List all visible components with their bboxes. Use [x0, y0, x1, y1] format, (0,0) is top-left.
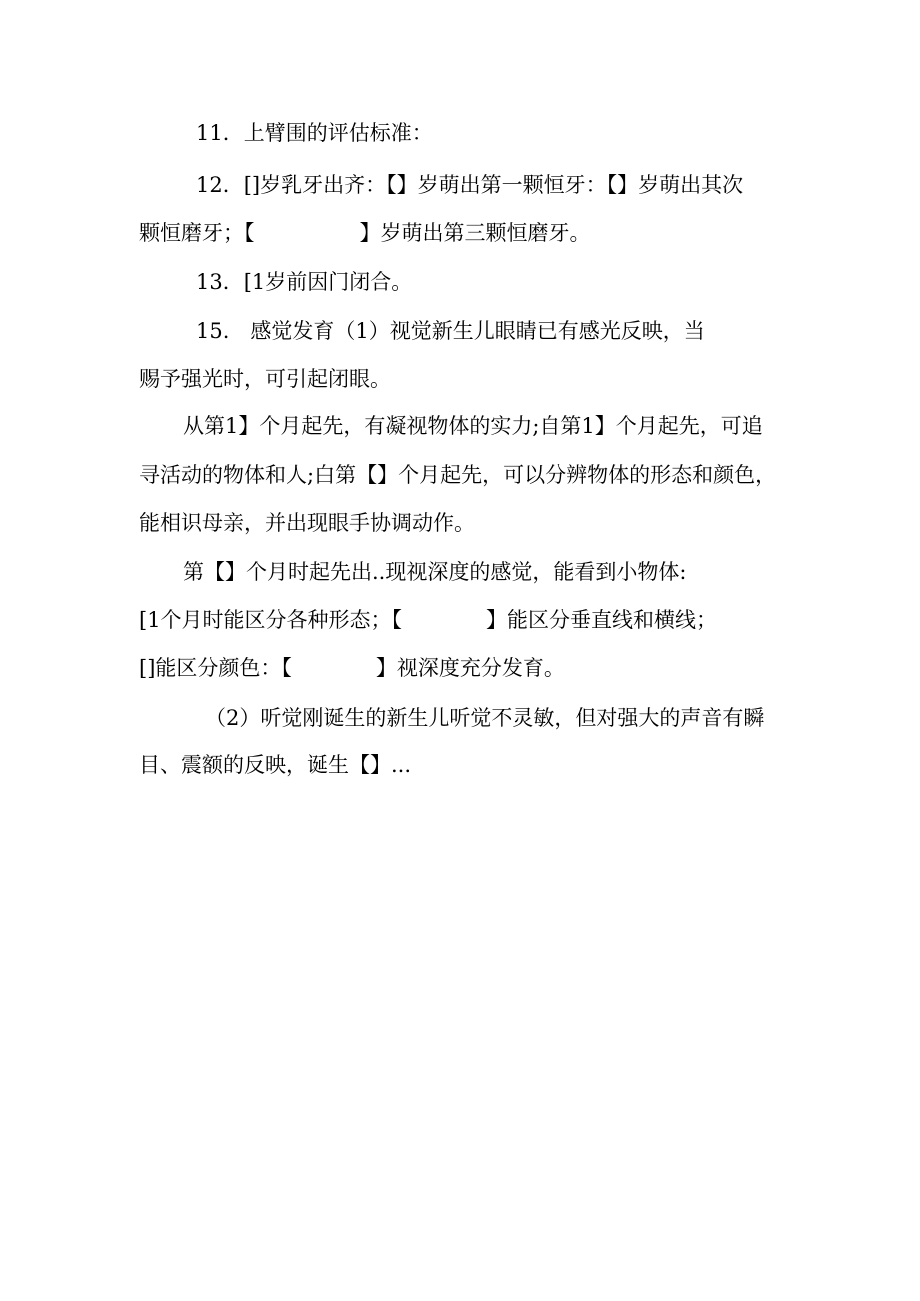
text-line: [1个月时能区分各种形态；【 】能区分垂直线和横线； — [139, 608, 718, 632]
text-line: 15. 感觉发育（1）视觉新生儿眼睛已有感光反映，当 — [196, 319, 705, 343]
text-line: 13．[1岁前因门闭合。 — [196, 270, 413, 294]
text-line: 寻活动的物体和人;白第【】个月起先，可以分辨物体的形态和颜色， — [139, 463, 777, 487]
text-line: 赐予强光时，可引起闭眼。 — [139, 367, 391, 391]
text-line: 第【】个月时起先出..现视深度的感觉，能看到小物体: — [183, 560, 687, 584]
text-line: 11．上臂围的评估标准： — [196, 121, 433, 145]
text-line: （2）听觉刚诞生的新生儿听觉不灵敏，但对强大的声音有瞬 — [205, 706, 765, 730]
text-line: 目、震额的反映，诞生【】... — [139, 753, 412, 777]
text-line: 从第1】个月起先，有凝视物体的实力;自第1】个月起先，可追 — [183, 414, 763, 438]
text-line: 能相识母亲，并出现眼手协调动作。 — [139, 511, 475, 535]
text-line: 颗恒磨牙；【 】岁萌出第三颗恒磨牙。 — [139, 221, 591, 245]
text-line: 12．[]岁乳牙出齐：【】岁萌出第一颗恒牙：【】岁萌出其次 — [196, 173, 744, 197]
text-line: []能区分颜色：【 】视深度充分发育。 — [139, 656, 565, 680]
